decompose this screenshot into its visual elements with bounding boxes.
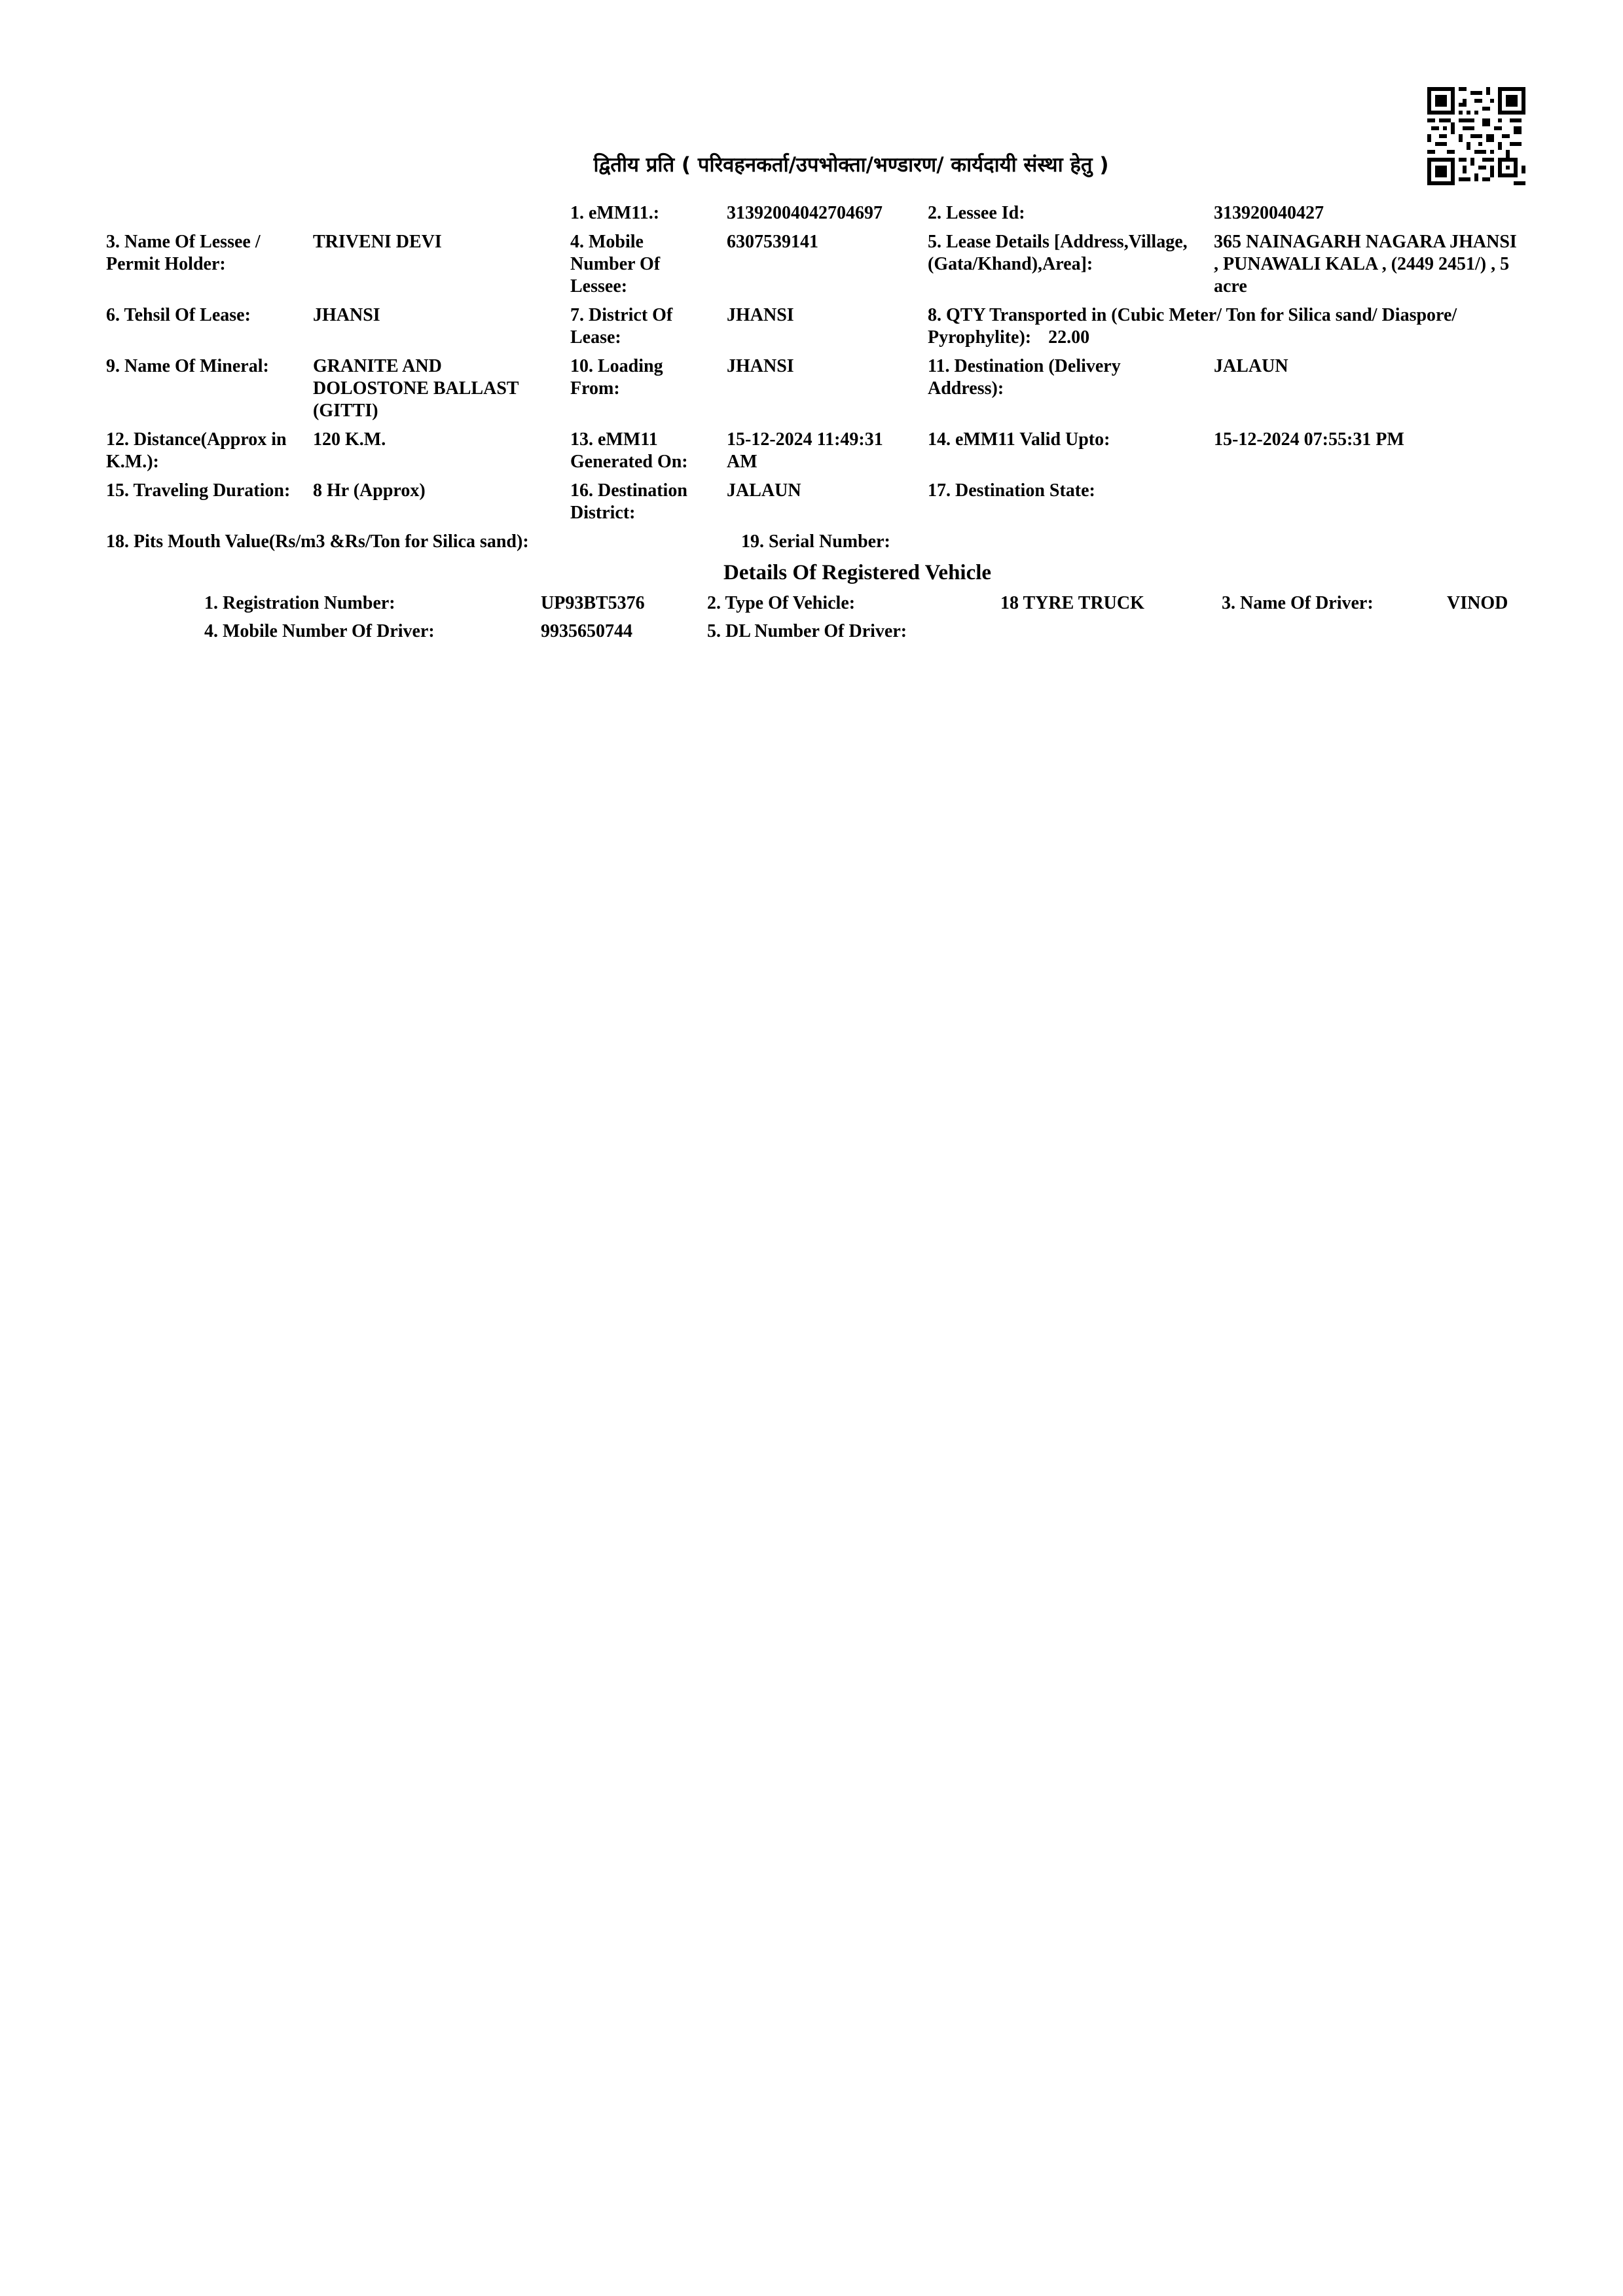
mineral-label: 9. Name Of Mineral:	[106, 356, 269, 376]
qty-label-line: Pyrophylite):	[928, 327, 1032, 348]
registration-value: UP93BT5376	[541, 593, 645, 613]
vehicle-type-label: 2. Type Of Vehicle:	[707, 593, 856, 613]
mobile-label-line: 4. Mobile	[570, 232, 644, 252]
driver-mobile-value: 9935650744	[541, 621, 632, 641]
mineral-value-line: GRANITE AND	[313, 356, 442, 376]
distance-label-line: K.M.):	[106, 452, 159, 472]
lease-details-label	[928, 231, 1188, 276]
emm11-value: 31392004042704697	[727, 203, 883, 223]
distance-label-line: 12. Distance(Approx in	[106, 429, 287, 450]
loading-label	[570, 355, 663, 400]
lessee-name-label	[106, 231, 261, 276]
lessee-name-label-line: 3. Name Of Lessee /	[106, 232, 261, 252]
destination-label-line: Address):	[928, 378, 1004, 399]
distance-value: 120 K.M.	[313, 429, 386, 450]
lessee-id-value: 313920040427	[1214, 203, 1324, 223]
district-value: JHANSI	[727, 305, 794, 325]
destination-value: JALAUN	[1214, 356, 1288, 376]
generated-label-line: Generated On:	[570, 452, 688, 472]
document-heading: द्वितीय प्रति ( परिवहनकर्ता/उपभोक्ता/भण्डारण/ कार्यदायी संस्था हेतु )	[593, 153, 1109, 177]
vehicle-type-value: 18 TYRE TRUCK	[1000, 593, 1144, 613]
valid-upto-value: 15-12-2024 07:55:31 PM	[1214, 429, 1404, 450]
loading-label-line: 10. Loading	[570, 356, 663, 376]
qty-label	[928, 304, 1517, 349]
qr-code-icon	[1427, 87, 1525, 185]
serial-number-label: 19. Serial Number:	[741, 531, 890, 552]
dest-district-value: JALAUN	[727, 480, 801, 501]
tehsil-label: 6. Tehsil Of Lease:	[106, 305, 251, 325]
lessee-name-value: TRIVENI DEVI	[313, 232, 442, 252]
driver-name-value: VINOD	[1447, 593, 1508, 613]
district-label-line: 7. District Of	[570, 305, 673, 325]
driver-mobile-label: 4. Mobile Number Of Driver:	[204, 621, 435, 641]
mineral-value	[313, 355, 519, 422]
mobile-value: 6307539141	[727, 232, 818, 252]
dest-state-label: 17. Destination State:	[928, 480, 1095, 501]
qty-label-line: 8. QTY Transported in (Cubic Meter/ Ton for Silica sand/ Diaspore/	[928, 305, 1457, 325]
lease-details-value-line: , PUNAWALI KALA , (2449 2451/) , 5	[1214, 254, 1510, 274]
duration-value: 8 Hr (Approx)	[313, 480, 426, 501]
mobile-label-line: Number Of	[570, 254, 661, 274]
dest-district-label	[570, 480, 687, 524]
lease-details-value-line: 365 NAINAGARH NAGARA JHANSI	[1214, 232, 1517, 252]
generated-label	[570, 429, 688, 473]
lease-details-label-line: (Gata/Khand),Area]:	[928, 254, 1093, 274]
destination-label-line: 11. Destination (Delivery	[928, 356, 1121, 376]
district-label	[570, 304, 672, 349]
dl-number-label: 5. DL Number Of Driver:	[707, 621, 907, 641]
mineral-value-line: DOLOSTONE BALLAST	[313, 378, 519, 399]
dest-district-label-line: 16. Destination	[570, 480, 687, 501]
generated-label-line: 13. eMM11	[570, 429, 658, 450]
valid-upto-label: 14. eMM11 Valid Upto:	[928, 429, 1110, 450]
loading-value: JHANSI	[727, 356, 794, 376]
vehicle-section-heading: Details Of Registered Vehicle	[723, 561, 992, 584]
generated-value-line: 15-12-2024 11:49:31	[727, 429, 883, 450]
tehsil-value: JHANSI	[313, 305, 380, 325]
lessee-id-label: 2. Lessee Id:	[928, 203, 1025, 223]
loading-label-line: From:	[570, 378, 620, 399]
driver-name-label: 3. Name Of Driver:	[1222, 593, 1374, 613]
pits-mouth-label: 18. Pits Mouth Value(Rs/m3 &Rs/Ton for Silica sand):	[106, 531, 529, 552]
mobile-label-line: Lessee:	[570, 276, 628, 296]
destination-label	[928, 355, 1121, 400]
lessee-name-label-line: Permit Holder:	[106, 254, 226, 274]
mineral-value-line: (GITTI)	[313, 401, 378, 421]
emm11-label: 1. eMM11.:	[570, 203, 660, 223]
mobile-label	[570, 231, 660, 298]
generated-value-line: AM	[727, 452, 757, 472]
district-label-line: Lease:	[570, 327, 621, 348]
lease-details-label-line: 5. Lease Details [Address,Village,	[928, 232, 1188, 252]
qty-value: 22.00	[1048, 327, 1090, 348]
lease-details-value-line: acre	[1214, 276, 1247, 296]
registration-label: 1. Registration Number:	[204, 593, 395, 613]
generated-value	[727, 429, 883, 473]
dest-district-label-line: District:	[570, 503, 636, 523]
distance-label	[106, 429, 287, 473]
duration-label: 15. Traveling Duration:	[106, 480, 291, 501]
lease-details-value	[1214, 231, 1517, 298]
